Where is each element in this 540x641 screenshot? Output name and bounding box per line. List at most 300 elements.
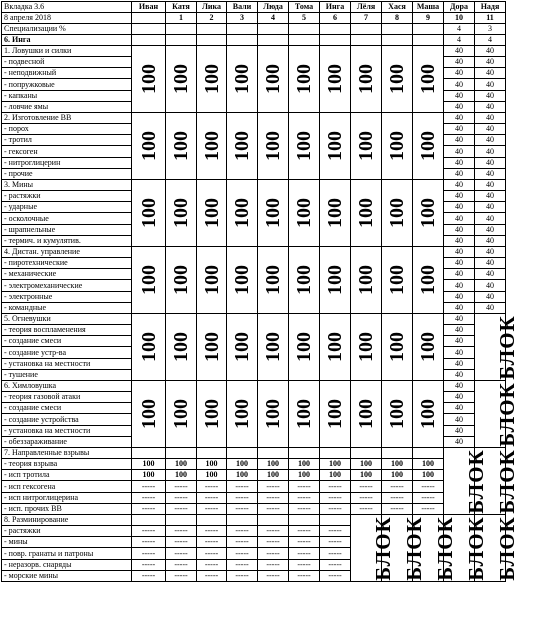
rating-100-cell	[132, 381, 166, 448]
table-row	[2, 35, 506, 46]
value-cell: 40	[444, 436, 475, 447]
dash-cell: -----	[289, 503, 320, 514]
rating-100-text: 100	[417, 131, 439, 161]
blok-text: БЛОК	[494, 381, 519, 447]
value-cell: 100	[351, 470, 382, 481]
column-number: 11	[475, 13, 506, 24]
rating-100-cell	[197, 46, 227, 113]
dash-cell: -----	[132, 537, 166, 548]
cell	[258, 448, 289, 459]
value-cell: 40	[475, 101, 506, 112]
rating-100-text: 100	[170, 131, 192, 161]
value-cell: 100	[258, 470, 289, 481]
rating-100-text: 100	[355, 265, 377, 295]
dash-cell: -----	[166, 503, 197, 514]
value-cell: 40	[475, 258, 506, 269]
blok-text: БЛОК	[401, 515, 426, 581]
rating-100-cell	[227, 381, 258, 448]
cell	[227, 448, 258, 459]
cell	[227, 35, 258, 46]
rating-100-cell	[382, 46, 413, 113]
rating-100-cell	[289, 314, 320, 381]
value-cell: 40	[475, 79, 506, 90]
rating-100-cell	[132, 314, 166, 381]
rating-100-cell	[166, 314, 197, 381]
value-cell: 100	[320, 459, 351, 470]
value-cell: 100	[197, 459, 227, 470]
rating-100-cell	[197, 247, 227, 314]
dash-cell: -----	[227, 492, 258, 503]
skill-label: - создание устр-ва	[2, 347, 132, 358]
dash-cell: -----	[197, 492, 227, 503]
dash-cell: -----	[227, 503, 258, 514]
cell	[197, 515, 227, 526]
rating-100-text: 100	[170, 332, 192, 362]
rating-100-cell	[166, 381, 197, 448]
cell	[132, 448, 166, 459]
rating-100-cell	[227, 180, 258, 247]
table-row	[2, 314, 506, 325]
value-cell: 100	[132, 470, 166, 481]
dash-cell: -----	[320, 503, 351, 514]
cell	[197, 24, 227, 35]
rating-100-text: 100	[386, 265, 408, 295]
value-cell: 40	[475, 113, 506, 124]
cell	[351, 24, 382, 35]
rating-100-cell	[351, 46, 382, 113]
rating-100-cell	[132, 180, 166, 247]
rating-100-text: 100	[324, 265, 346, 295]
value-cell: 40	[475, 68, 506, 79]
cell	[289, 448, 320, 459]
value-cell: 100	[382, 459, 413, 470]
cell	[166, 24, 197, 35]
cell	[413, 448, 444, 459]
rating-100-cell	[413, 381, 444, 448]
value-cell: 40	[444, 191, 475, 202]
skill-label: - растяжки	[2, 191, 132, 202]
value-cell: 40	[444, 113, 475, 124]
rating-100-text: 100	[201, 265, 223, 295]
skills-table	[1, 1, 519, 582]
dash-cell: -----	[227, 570, 258, 581]
dash-cell: -----	[166, 548, 197, 559]
value-cell: 100	[289, 459, 320, 470]
dash-cell: -----	[289, 548, 320, 559]
skill-label: - шрапнельные	[2, 224, 132, 235]
skill-label: - ловчие ямы	[2, 101, 132, 112]
rating-100-cell	[289, 180, 320, 247]
value-cell: 40	[475, 224, 506, 235]
cell	[258, 515, 289, 526]
cell	[227, 24, 258, 35]
skill-label: - исп. прочих ВВ	[2, 503, 132, 514]
dash-cell: -----	[351, 503, 382, 514]
dash-cell: -----	[132, 492, 166, 503]
skill-label: - тротил	[2, 135, 132, 146]
value-cell: 40	[475, 180, 506, 191]
rating-100-text: 100	[293, 198, 315, 228]
column-number: 3	[227, 13, 258, 24]
column-number: 5	[289, 13, 320, 24]
column-number	[132, 13, 166, 24]
cell	[320, 515, 351, 526]
table-row	[2, 492, 506, 503]
dash-cell: -----	[166, 492, 197, 503]
inga-value: 4	[475, 35, 506, 46]
value-cell: 40	[444, 157, 475, 168]
rating-100-text: 100	[293, 399, 315, 429]
dash-cell: -----	[132, 559, 166, 570]
value-cell: 40	[475, 157, 506, 168]
column-name: Хася	[382, 2, 413, 13]
value-cell: 40	[475, 202, 506, 213]
rating-100-cell	[320, 46, 351, 113]
rating-100-cell	[413, 113, 444, 180]
table-row	[2, 113, 506, 124]
rating-100-cell	[382, 247, 413, 314]
table-row	[2, 481, 506, 492]
date-label: 8 апреля 2018	[2, 13, 132, 24]
value-cell: 40	[444, 213, 475, 224]
dash-cell: -----	[197, 548, 227, 559]
skill-label: - гексоген	[2, 146, 132, 157]
blok-cell	[444, 515, 488, 582]
table-row	[2, 515, 506, 526]
value-cell: 40	[444, 135, 475, 146]
rating-100-text: 100	[231, 131, 253, 161]
cell	[166, 35, 197, 46]
rating-100-cell	[166, 180, 197, 247]
skill-label: - подвесной	[2, 57, 132, 68]
table-row	[2, 503, 506, 514]
cell	[166, 515, 197, 526]
dash-cell: -----	[289, 492, 320, 503]
value-cell: 40	[475, 235, 506, 246]
value-cell: 40	[475, 135, 506, 146]
cell	[197, 35, 227, 46]
rating-100-text: 100	[324, 64, 346, 94]
section-title: 4. Дистан. управление	[2, 247, 132, 258]
column-name: Надя	[475, 2, 506, 13]
rating-100-cell	[413, 247, 444, 314]
value-cell: 40	[475, 280, 506, 291]
dash-cell: -----	[382, 503, 413, 514]
dash-cell: -----	[413, 492, 444, 503]
dash-cell: -----	[227, 481, 258, 492]
rating-100-text: 100	[324, 332, 346, 362]
rating-100-text: 100	[231, 265, 253, 295]
rating-100-cell	[320, 113, 351, 180]
cell	[413, 35, 444, 46]
rating-100-text: 100	[355, 198, 377, 228]
value-cell: 40	[444, 392, 475, 403]
value-cell: 40	[444, 414, 475, 425]
rating-100-text: 100	[386, 198, 408, 228]
blok-cell	[475, 381, 519, 448]
rating-100-text: 100	[355, 332, 377, 362]
value-cell: 40	[475, 247, 506, 258]
rating-100-text: 100	[386, 332, 408, 362]
dash-cell: -----	[258, 559, 289, 570]
dash-cell: -----	[258, 492, 289, 503]
column-number: 10	[444, 13, 475, 24]
rating-100-text: 100	[137, 64, 160, 94]
rating-100-cell	[351, 314, 382, 381]
dash-cell: -----	[258, 548, 289, 559]
value-cell: 40	[444, 381, 475, 392]
skill-label: - теория взрыва	[2, 459, 132, 470]
dash-cell: -----	[166, 537, 197, 548]
dash-cell: -----	[227, 559, 258, 570]
dash-cell: -----	[197, 503, 227, 514]
rating-100-cell	[227, 314, 258, 381]
inga-label: 6. Инга	[2, 35, 132, 46]
value-cell: 100	[320, 470, 351, 481]
rating-100-text: 100	[170, 198, 192, 228]
rating-100-cell	[320, 247, 351, 314]
skill-label: - тушение	[2, 369, 132, 380]
dash-cell: -----	[258, 526, 289, 537]
section-title: 2. Изготовление ВВ	[2, 113, 132, 124]
rating-100-text: 100	[355, 64, 377, 94]
skill-label: - неразорв. снаряды	[2, 559, 132, 570]
skill-label: - установка на местности	[2, 425, 132, 436]
rating-100-cell	[382, 113, 413, 180]
blok-cell	[475, 448, 519, 515]
rating-100-text: 100	[262, 64, 284, 94]
section-title: 5. Огневушки	[2, 314, 132, 325]
spec-value: 4	[444, 24, 475, 35]
rating-100-cell	[320, 180, 351, 247]
value-cell: 40	[444, 280, 475, 291]
dash-cell: -----	[413, 503, 444, 514]
cell	[351, 448, 382, 459]
column-name: Дора	[444, 2, 475, 13]
rating-100-text: 100	[201, 332, 223, 362]
value-cell: 100	[197, 470, 227, 481]
skill-label: - капканы	[2, 90, 132, 101]
skill-label: - мины	[2, 537, 132, 548]
rating-100-cell	[258, 314, 289, 381]
value-cell: 40	[444, 168, 475, 179]
skill-label: - командные	[2, 302, 132, 313]
rating-100-cell	[289, 381, 320, 448]
rating-100-text: 100	[293, 131, 315, 161]
value-cell: 100	[382, 470, 413, 481]
value-cell: 40	[444, 258, 475, 269]
rating-100-text: 100	[386, 64, 408, 94]
skill-label: - морские мины	[2, 570, 132, 581]
skill-label: - электромеханические	[2, 280, 132, 291]
value-cell: 40	[444, 347, 475, 358]
dash-cell: -----	[382, 481, 413, 492]
rating-100-text: 100	[137, 265, 160, 295]
dash-cell: -----	[258, 537, 289, 548]
cell	[413, 24, 444, 35]
value-cell: 40	[444, 224, 475, 235]
skill-label: - механические	[2, 269, 132, 280]
rating-100-cell	[351, 247, 382, 314]
rating-100-text: 100	[417, 265, 439, 295]
skill-label: - попружковые	[2, 79, 132, 90]
skill-label: - теория газовой атаки	[2, 392, 132, 403]
blok-cell	[382, 515, 426, 582]
value-cell: 100	[413, 470, 444, 481]
blok-cell	[351, 515, 395, 582]
value-cell: 40	[444, 314, 475, 325]
skill-label: - создание устройства	[2, 414, 132, 425]
blok-cell	[444, 448, 488, 515]
dash-cell: -----	[197, 481, 227, 492]
value-cell: 100	[289, 470, 320, 481]
section-title: 7. Направленные взрывы	[2, 448, 132, 459]
value-cell: 40	[444, 358, 475, 369]
value-cell: 100	[227, 459, 258, 470]
dash-cell: -----	[258, 503, 289, 514]
cell	[132, 35, 166, 46]
value-cell: 40	[444, 336, 475, 347]
skill-label: - электронные	[2, 291, 132, 302]
value-cell: 100	[166, 470, 197, 481]
skill-label: - обеззараживание	[2, 436, 132, 447]
rating-100-text: 100	[201, 198, 223, 228]
rating-100-cell	[227, 247, 258, 314]
table-row	[2, 2, 506, 13]
rating-100-text: 100	[137, 198, 160, 228]
rating-100-text: 100	[324, 198, 346, 228]
value-cell: 40	[475, 191, 506, 202]
blok-cell	[413, 515, 457, 582]
rating-100-cell	[351, 381, 382, 448]
value-cell: 40	[475, 57, 506, 68]
column-number: 9	[413, 13, 444, 24]
rating-100-text: 100	[293, 64, 315, 94]
value-cell: 40	[444, 302, 475, 313]
rating-100-cell	[382, 381, 413, 448]
value-cell: 40	[475, 291, 506, 302]
table-row	[2, 381, 506, 392]
table-row	[2, 459, 506, 470]
rating-100-cell	[289, 46, 320, 113]
value-cell: 40	[444, 68, 475, 79]
skill-label: - теория воспламенения	[2, 325, 132, 336]
table-row	[2, 247, 506, 258]
column-name: Лёля	[351, 2, 382, 13]
rating-100-cell	[227, 46, 258, 113]
column-name: Катя	[166, 2, 197, 13]
dash-cell: -----	[166, 526, 197, 537]
value-cell: 40	[444, 369, 475, 380]
dash-cell: -----	[320, 481, 351, 492]
rating-100-text: 100	[293, 265, 315, 295]
skill-label: - неподвижный	[2, 68, 132, 79]
spec-value: 3	[475, 24, 506, 35]
blok-text: БЛОК	[494, 314, 519, 380]
skill-label: - установка на местности	[2, 358, 132, 369]
value-cell: 40	[444, 180, 475, 191]
dash-cell: -----	[289, 570, 320, 581]
rating-100-cell	[227, 113, 258, 180]
dash-cell: -----	[227, 548, 258, 559]
dash-cell: -----	[227, 526, 258, 537]
skill-label: - исп гексогена	[2, 481, 132, 492]
dash-cell: -----	[132, 481, 166, 492]
skill-label: - прочие	[2, 168, 132, 179]
dash-cell: -----	[166, 481, 197, 492]
dash-cell: -----	[132, 548, 166, 559]
rating-100-text: 100	[355, 131, 377, 161]
rating-100-text: 100	[201, 399, 223, 429]
blok-text: БЛОК	[432, 515, 457, 581]
rating-100-cell	[413, 180, 444, 247]
rating-100-text: 100	[324, 131, 346, 161]
rating-100-text: 100	[170, 64, 192, 94]
rating-100-text: 100	[262, 265, 284, 295]
rating-100-text: 100	[231, 332, 253, 362]
value-cell: 40	[475, 124, 506, 135]
dash-cell: -----	[132, 503, 166, 514]
dash-cell: -----	[351, 492, 382, 503]
dash-cell: -----	[258, 481, 289, 492]
dash-cell: -----	[166, 570, 197, 581]
column-name: Тома	[289, 2, 320, 13]
column-name: Люда	[258, 2, 289, 13]
rating-100-cell	[258, 247, 289, 314]
blok-text: БЛОК	[463, 448, 488, 514]
rating-100-text: 100	[231, 64, 253, 94]
value-cell: 100	[227, 470, 258, 481]
column-name: Иван	[132, 2, 166, 13]
dash-cell: -----	[289, 526, 320, 537]
value-cell: 40	[444, 124, 475, 135]
dash-cell: -----	[227, 537, 258, 548]
skill-label: - исп тротила	[2, 470, 132, 481]
blok-cell	[475, 515, 519, 582]
section-title: 6. Химловушка	[2, 381, 132, 392]
skill-label: - нитроглицерин	[2, 157, 132, 168]
cell	[227, 515, 258, 526]
dash-cell: -----	[289, 481, 320, 492]
value-cell: 40	[444, 79, 475, 90]
rating-100-cell	[166, 46, 197, 113]
blok-text: БЛОК	[494, 448, 519, 514]
column-name: Инга	[320, 2, 351, 13]
cell	[166, 448, 197, 459]
value-cell: 40	[444, 269, 475, 280]
dash-cell: -----	[132, 570, 166, 581]
cell	[258, 35, 289, 46]
value-cell: 100	[413, 459, 444, 470]
tab-label: Вкладка 3.6	[2, 2, 132, 13]
rating-100-text: 100	[417, 198, 439, 228]
section-title: 8. Разминирование	[2, 515, 132, 526]
value-cell: 40	[444, 235, 475, 246]
rating-100-text: 100	[262, 399, 284, 429]
rating-100-text: 100	[417, 332, 439, 362]
value-cell: 100	[132, 459, 166, 470]
value-cell: 100	[166, 459, 197, 470]
skill-label: - растяжки	[2, 526, 132, 537]
column-number: 8	[382, 13, 413, 24]
inga-value: 4	[444, 35, 475, 46]
dash-cell: -----	[382, 492, 413, 503]
column-name: Маша	[413, 2, 444, 13]
dash-cell: -----	[289, 559, 320, 570]
value-cell: 40	[444, 146, 475, 157]
dash-cell: -----	[320, 570, 351, 581]
rating-100-cell	[166, 113, 197, 180]
